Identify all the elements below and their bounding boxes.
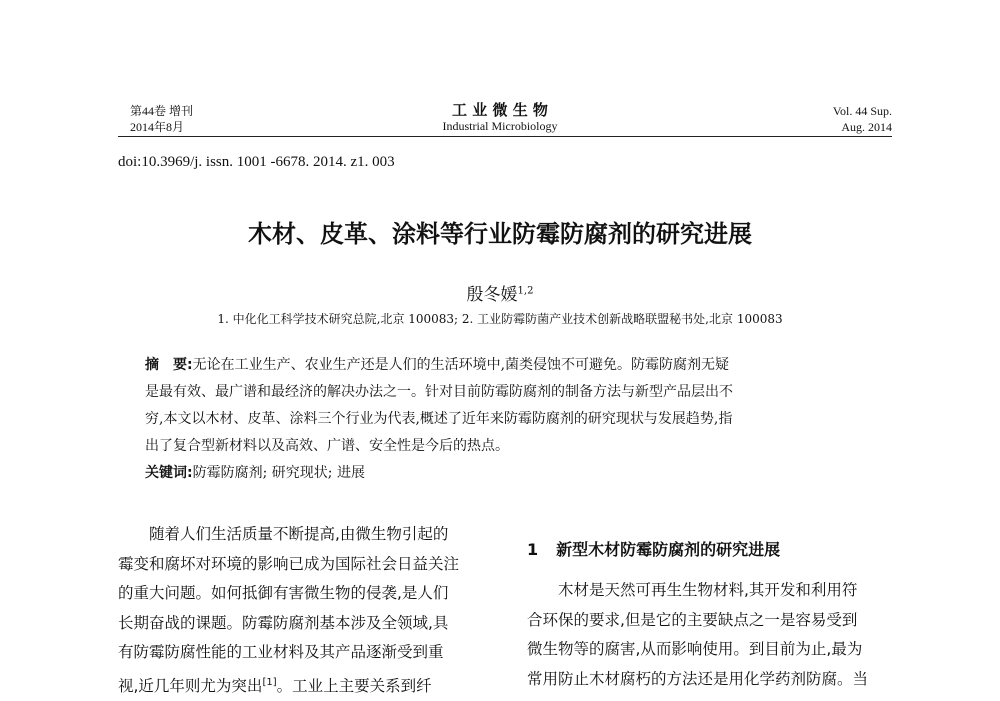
keywords <box>145 460 885 487</box>
body-line-2: 霉变和腐坏对环境的影响已成为国际社会日益关注 <box>118 550 498 580</box>
header-date: 2014年8月 <box>130 119 184 135</box>
keywords-value: 防霉防腐剂; 研究现状; 进展 <box>193 465 365 481</box>
section-heading <box>527 537 780 560</box>
section-title: 新型木材防霉防腐剂的研究进展 <box>556 540 780 559</box>
keywords-label: 关键词: <box>145 465 193 481</box>
header-date-en: Aug. 2014 <box>841 119 892 135</box>
abstract-line-1: 摘 要:无论在工业生产、农业生产还是人们的生活环境中,菌类侵蚀不可避免。防霉防腐剂无疑 <box>145 352 885 379</box>
abstract-line-2: 是最有效、最广谱和最经济的解决办法之一。针对目前防霉防腐剂的制备方法与新型产品层出不 <box>145 379 885 406</box>
header-journal-cn: 工 业 微 生 物 <box>0 99 1000 120</box>
header-journal-en: Industrial Microbiology <box>0 119 1000 134</box>
author-affiliation-marker: 1,2 <box>518 285 534 296</box>
right-body-line-3: 微生物等的腐害,从而影响使用。到目前为止,最为 <box>527 635 907 665</box>
paper-title: 木材、皮革、涂料等行业防霉防腐剂的研究进展 <box>0 214 1000 249</box>
left-column <box>118 520 498 701</box>
right-body-line-4: 常用防止木材腐朽的方法还是用化学药剂防腐。当 <box>527 665 907 695</box>
body-line-1: 随着人们生活质量不断提高,由微生物引起的 <box>118 520 498 550</box>
author-name: 殷冬媛 <box>467 285 518 305</box>
abstract <box>145 352 885 487</box>
body-line-6: 视,近几年则尤为突出[1]。工业上主要关系到纤 <box>118 668 498 701</box>
body-line-3: 的重大问题。如何抵御有害微生物的侵袭,是人们 <box>118 579 498 609</box>
citation-marker: [1] <box>262 677 276 688</box>
body-line-4: 长期奋战的课题。防霉防腐剂基本涉及全领域,具 <box>118 609 498 639</box>
header-rule <box>118 136 892 137</box>
header-volume-en: Vol. 44 Sup. <box>833 103 892 119</box>
affiliation: 1. 中化化工科学技术研究总院,北京 100083; 2. 工业防霉防菌产业技术创新战略联盟秘书处,北京 100083 <box>0 310 1000 327</box>
doi: doi:10.3969/j. issn. 1001 -6678. 2014. z1. 003 <box>118 154 395 171</box>
header-volume: 第44卷 增刊 <box>130 103 193 119</box>
body-line-5: 有防霉防腐性能的工业材料及其产品逐渐受到重 <box>118 638 498 668</box>
abstract-line-3: 穷,本文以木材、皮革、涂料三个行业为代表,概述了近年来防霉防腐剂的研究现状与发展趋势,指 <box>145 406 885 433</box>
author <box>0 280 1000 305</box>
abstract-line-4: 出了复合型新材料以及高效、广谱、安全性是今后的热点。 <box>145 433 885 460</box>
right-column <box>527 576 907 694</box>
abstract-label: 摘 要: <box>145 357 193 373</box>
right-body-line-1: 木材是天然可再生生物材料,其开发和利用符 <box>527 576 907 606</box>
section-number: 1 <box>527 540 538 559</box>
right-body-line-2: 合环保的要求,但是它的主要缺点之一是容易受到 <box>527 606 907 636</box>
